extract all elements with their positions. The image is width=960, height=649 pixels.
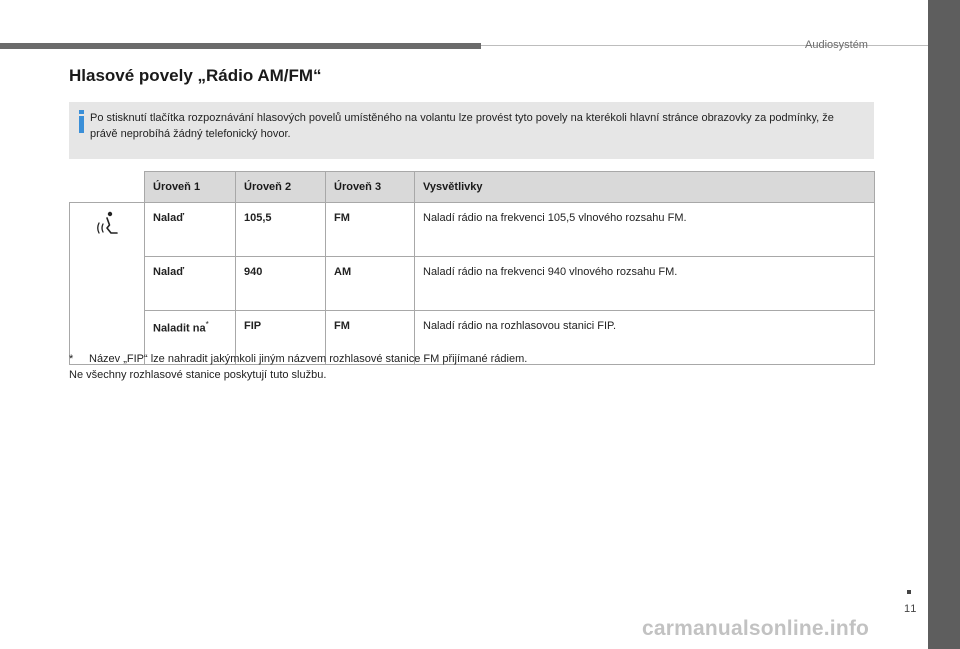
row2-level-1: Nalaď xyxy=(145,257,236,311)
page-number: 11 xyxy=(904,603,918,615)
row1-level-2: 105,5 xyxy=(236,203,326,257)
voice-command-icon xyxy=(95,211,119,239)
row1-level-3: FM xyxy=(326,203,415,257)
header-level-1: Úroveň 1 xyxy=(145,172,236,203)
header-explanation: Vysvětlivky xyxy=(415,172,875,203)
row2-level-3: AM xyxy=(326,257,415,311)
voice-command-icon-cell xyxy=(70,203,145,365)
header-bar xyxy=(0,43,481,49)
footnote-star: * xyxy=(69,353,74,365)
row3-level-3: FM xyxy=(326,311,415,365)
row3-level-1-text: Naladit na xyxy=(153,322,206,335)
section-label: Audiosystém xyxy=(805,39,868,51)
footnote xyxy=(69,351,527,383)
footnote-line-1: Název „FIP“ lze nahradit jakýmkoli jiným názvem rozhlasové stanice FM přijímané rádiem. xyxy=(89,353,528,365)
row2-level-2: 940 xyxy=(236,257,326,311)
voice-command-table xyxy=(69,171,875,365)
row1-level-1: Nalaď xyxy=(145,203,236,257)
table-row xyxy=(70,203,875,257)
row3-explanation: Naladí rádio na rozhlasovou stanici FIP. xyxy=(415,311,875,365)
row1-explanation: Naladí rádio na frekvenci 105,5 vlnového rozsahu FM. xyxy=(415,203,875,257)
header-level-2: Úroveň 2 xyxy=(236,172,326,203)
page-edge-tab xyxy=(928,0,960,649)
header-level-3: Úroveň 3 xyxy=(326,172,415,203)
page-marker xyxy=(907,590,911,594)
table-header-row xyxy=(70,172,875,203)
info-icon xyxy=(76,110,88,136)
header-blank xyxy=(70,172,145,203)
footnote-line-2: Ne všechny rozhlasové stanice poskytují tuto službu. xyxy=(69,369,327,381)
table-row xyxy=(70,257,875,311)
watermark: carmanualsonline.info xyxy=(642,617,870,640)
row2-explanation: Naladí rádio na frekvenci 940 vlnového rozsahu FM. xyxy=(415,257,875,311)
info-box xyxy=(69,102,874,159)
footnote-marker: * xyxy=(205,320,209,329)
page-title: Hlasové povely „Rádio AM/FM“ xyxy=(69,66,322,85)
info-text: Po stisknutí tlačítka rozpoznávání hlasových povelů umístěného na volantu lze provést tyto povely na kterékoli hlavní stránce obrazovky za podmínky, že právě neprobíhá žádný telefonický hovor. xyxy=(90,112,834,140)
row3-level-2: FIP xyxy=(236,311,326,365)
